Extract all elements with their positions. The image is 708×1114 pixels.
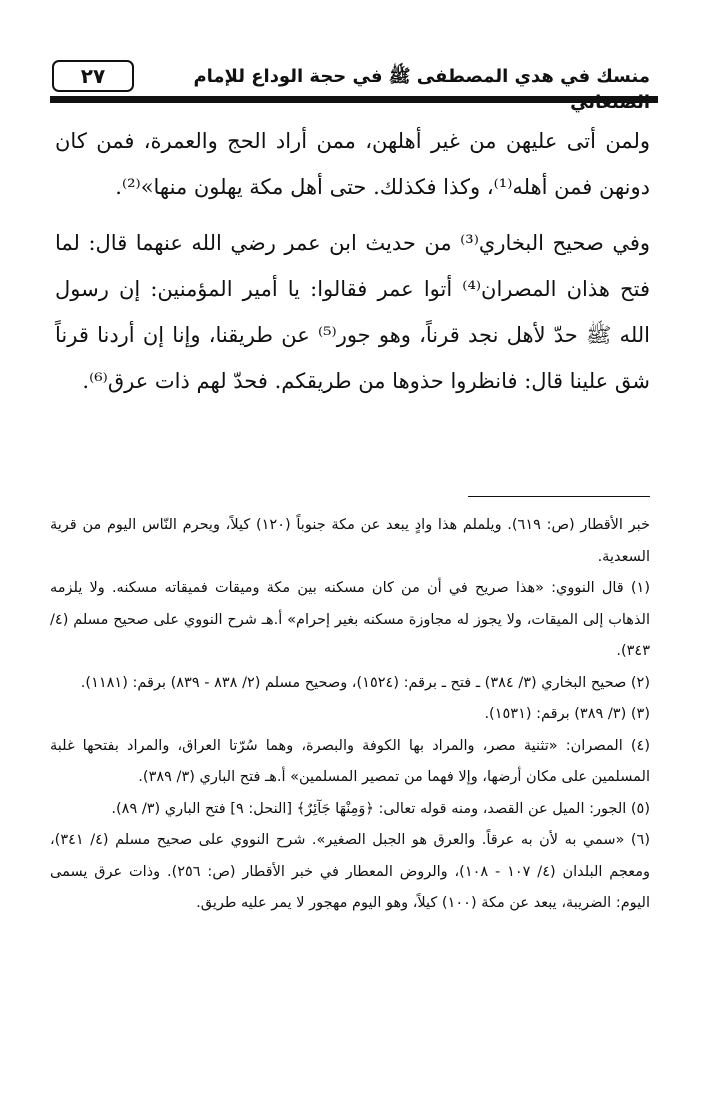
paragraph-1: ولمن أتى عليهن من غير أهلهن، ممن أراد الحج والعمرة، فمن كان دونهن فمن أهله⁽¹⁾، وكذا فكذلك. حتى أهل مكة يهلون منها»⁽²⁾. xyxy=(55,129,650,199)
footnote-6: (٦) «سمي به لأن به عرقاً. والعرق هو الجبل الصغير». شرح النووي على صحيح مسلم (٤/ ٣٤١)، ومعجم البلدان (٤/ ١٠٧ - ١٠٨)، والروض المعطار في خبر الأقطار (ص: ٢٥٦). وذات عرق يسمى اليوم: الضريبة، يبعد عن مكة (١٠٠) كيلاً، وهو اليوم مهجور لا يمر عليه طريق. xyxy=(50,832,650,911)
running-title: منسك في هدي المصطفى ﷺ في حجة الوداع للإمام xyxy=(193,66,650,87)
footnote-4: (٤) المصران: «تثنية مصر، والمراد بها الكوفة والبصرة، وهما سُرّتا العراق، والمراد بفتحها غلبة المسلمين على مكان أرضها، وإلا فهما من تمصير المسلمين» أ.هـ فتح الباري (٣/ ٣٨٩). xyxy=(50,737,650,785)
main-text xyxy=(55,118,650,404)
footnote-1: (١) قال النووي: «هذا صريح في أن من كان مسكنه بين مكة وميقات فميقاته مسكنه. ولا يلزمه الذهاب إلى الميقات، ولا يجوز له مجاوزة مسكنه بغير إحرام» أ.هـ شرح النووي على صحيح مسلم (٤/ ٣٤٣). xyxy=(50,580,650,659)
footnote-3: (٣) (٣/ ٣٨٩) برقم: (١٥٣١). xyxy=(484,706,650,722)
page-number: ٢٧ xyxy=(52,60,134,92)
header-rule xyxy=(50,96,658,103)
footnote-continuation: خبر الأقطار (ص: ٦١٩). ويلملم هذا وادٍ يبعد عن مكة جنوباً (١٢٠) كيلاً، ويحرم النّاس اليوم من قرية السعدية. xyxy=(50,517,650,565)
footnote-separator xyxy=(468,496,650,497)
footnote-2: (٢) صحيح البخاري (٣/ ٣٨٤) ـ فتح ـ برقم: (١٥٢٤)، وصحيح مسلم (٢/ ٨٣٨ - ٨٣٩) برقم: (١١٨١). xyxy=(80,674,650,691)
footnotes xyxy=(50,510,650,920)
paragraph-2: وفي صحيح البخاري⁽³⁾ من حديث ابن عمر رضي الله عنهما قال: لما فتح هذان المصران⁽⁴⁾ أتوا عمر فقالوا: يا أمير المؤمنين: إن رسول الله ﷺ حدّ لأهل نجد قرناً، وهو جور⁽⁵⁾ عن طريقنا، وإنا إن أردنا قرناً شق علينا قال: فانظروا حذوها من طريقكم. فحدّ لهم ذات عرق⁽⁶⁾. xyxy=(55,231,651,393)
footnote-5: (٥) الجور: الميل عن القصد، ومنه قوله تعالى: ﴿وَمِنْهَا جَآئِرٌ﴾ [النحل: ٩] فتح الباري (٣/ ٨٩). xyxy=(111,800,650,817)
